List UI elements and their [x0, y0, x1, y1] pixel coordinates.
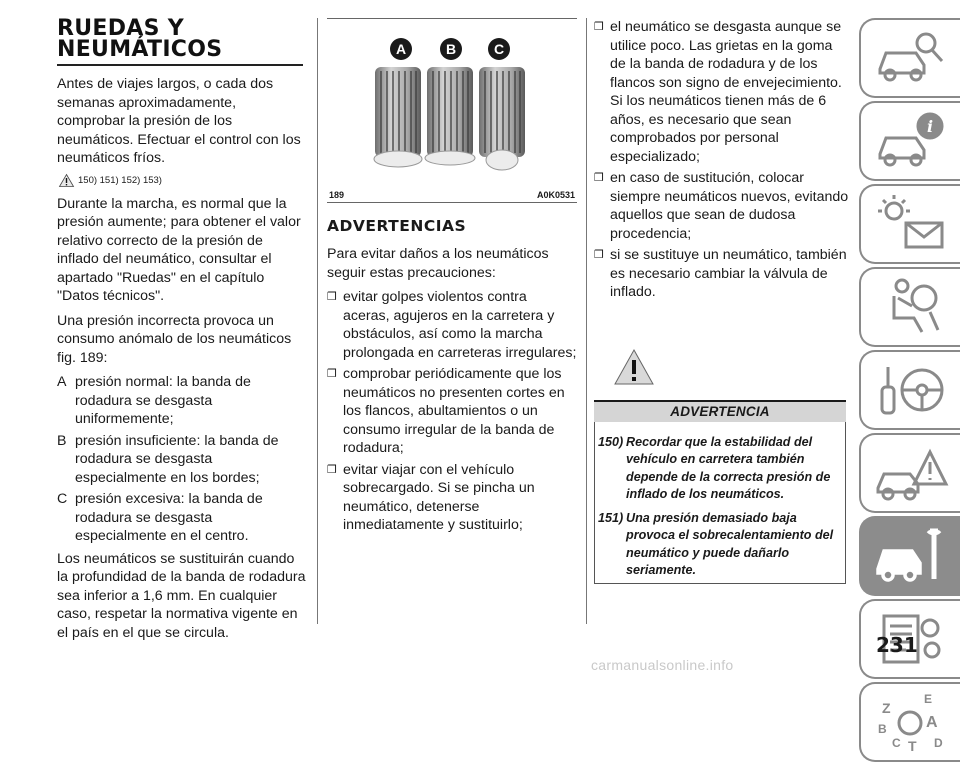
warnings-heading: ADVERTENCIAS — [327, 217, 467, 235]
list-item — [57, 373, 307, 429]
svg-text:D: D — [933, 736, 943, 750]
bullet-icon: ❒ — [327, 367, 337, 380]
warning-title-band — [594, 400, 846, 422]
tab-car-search[interactable] — [859, 18, 960, 98]
list-item — [57, 490, 307, 546]
car-wrench-icon — [872, 523, 950, 589]
list-marker: B — [57, 432, 67, 449]
list-text: presión normal: la banda de rodadura se desgasta uniformemente; — [75, 374, 251, 427]
warning-item-number: 151) — [598, 510, 624, 525]
svg-text:B: B — [445, 41, 457, 57]
pressure-list — [57, 373, 307, 546]
tab-airbag-seat[interactable] — [859, 267, 960, 347]
column-middle — [327, 18, 577, 538]
tire-wear-illustration — [327, 19, 577, 179]
svg-text:E: E — [923, 692, 932, 706]
list-item — [57, 432, 307, 488]
column-left — [57, 18, 307, 648]
warning-item-text: Recordar que la estabilidad del vehículo en carretera también depende de la correcta presión de inflado de los neumáticos. — [626, 434, 831, 501]
incorrect-pressure-paragraph: Una presión incorrecta provoca un consumo anómalo de los neumáticos fig. 189: — [57, 312, 292, 366]
tire-figure — [327, 18, 577, 190]
alphabet-index-icon — [872, 689, 950, 755]
page-number: 231 — [876, 633, 918, 657]
tire-tips-list — [594, 18, 850, 302]
warning-item-text: Una presión demasiado baja provoca el sobrecalentamiento del neumático y puede dañarlo seriamente. — [626, 510, 834, 577]
list-text: el neumático se desgasta aunque se utilice poco. Las grietas en la goma de la banda de rodadura y de los flancos son signo de envejecimiento. Si los neumáticos tienen más de 6 años, es necesario que sean comprobados por personal especializado; — [610, 19, 842, 165]
tire-b — [425, 67, 475, 165]
figure-code: A0K0531 — [536, 190, 575, 200]
figure-label-c — [488, 38, 510, 60]
tire-a — [374, 67, 422, 167]
warning-item — [598, 510, 841, 580]
watermark: carmanualsonline.info — [591, 657, 734, 673]
column-right — [594, 18, 850, 584]
svg-text:A: A — [925, 714, 938, 731]
list-item — [594, 169, 850, 243]
warnings-list — [327, 288, 577, 535]
list-item — [327, 461, 577, 535]
airbag-seat-icon — [872, 274, 950, 340]
bullet-icon: ❒ — [594, 171, 604, 184]
tread-depth-paragraph: Los neumáticos se sustituirán cuando la profundidad de la banda de rodadura sea inferior a 1,6 mm. En cualquier caso, respetar la normativa vigente en el país en el que se circula. — [57, 550, 306, 641]
car-warning-icon — [872, 440, 950, 506]
list-text: evitar golpes violentos contra aceras, agujeros en la carretera y obstáculos, así como la marcha prolongada en carreteras irregulares; — [343, 289, 577, 361]
list-marker: C — [57, 491, 68, 507]
column-divider — [317, 18, 318, 624]
list-item — [327, 365, 577, 458]
list-text: evitar viajar con el vehículo sobrecargado. Si se pincha un neumático, detenerse inmediatamente y sustituirlo; — [343, 461, 535, 533]
svg-text:C: C — [891, 736, 901, 750]
tab-car-info[interactable] — [859, 101, 960, 181]
warning-triangle-icon — [614, 349, 654, 385]
column-divider — [586, 18, 587, 624]
title-underline — [57, 64, 303, 66]
bullet-icon: ❒ — [327, 462, 337, 476]
warning-item — [598, 434, 841, 504]
svg-text:Z: Z — [881, 700, 891, 716]
list-text: si se sustituye un neumático, también es necesario cambiar la válvula de inflado. — [610, 247, 847, 300]
list-item — [327, 288, 577, 362]
list-text: en caso de sustitución, colocar siempre neumáticos nuevos, evitando aquellos que sean de dudosa procedencia; — [610, 170, 849, 242]
figure-label-b — [440, 38, 462, 60]
figure-number: 189 — [329, 190, 345, 200]
warning-box — [594, 422, 846, 584]
bullet-icon: ❒ — [327, 290, 337, 303]
intro-paragraph: Antes de viajes largos, o cada dos semanas aproximadamente, comprobar la presión de los neumáticos. Efectuar el control con los neumáticos fríos. — [57, 76, 301, 166]
warning-item-number: 150) — [598, 434, 624, 449]
warning-title: ADVERTENCIA — [670, 404, 770, 419]
car-search-icon — [872, 25, 950, 91]
warnings-intro: Para evitar daños a los neumáticos seguir estas precauciones: — [327, 246, 549, 281]
warning-refs: 150) 151) 152) 153) — [78, 174, 162, 186]
tire-c — [479, 67, 525, 170]
tab-car-wrench[interactable] — [859, 516, 960, 596]
list-item — [594, 18, 850, 166]
svg-text:T: T — [907, 738, 917, 754]
svg-text:A: A — [395, 41, 407, 57]
bullet-icon: ❒ — [594, 20, 604, 33]
warning-triangle-icon — [59, 174, 74, 187]
svg-text:B: B — [877, 722, 887, 736]
list-text: presión insuficiente: la banda de rodadura se desgasta especialmente en los bordes; — [75, 432, 279, 486]
car-info-icon — [872, 108, 950, 174]
key-steering-icon — [872, 357, 950, 423]
figure-caption-bar — [327, 190, 577, 203]
svg-text:i: i — [926, 117, 933, 136]
tab-dashboard-lights[interactable] — [859, 184, 960, 264]
section-title-line1: RUEDAS Y — [57, 16, 184, 41]
dashboard-lights-icon — [872, 191, 950, 257]
figure-label-a — [390, 38, 412, 60]
bullet-icon: ❒ — [594, 248, 604, 261]
warning-reference-line — [59, 174, 307, 187]
list-item — [594, 246, 850, 302]
section-title-line2: NEUMÁTICOS — [57, 37, 223, 62]
pressure-paragraph: Durante la marcha, es normal que la presión aumente; para obtener el valor relativo correcto de la presión de inflado del neumático, consultar el apartado "Ruedas" en el capítulo "Datos técnicos". — [57, 195, 301, 304]
tab-car-warning[interactable] — [859, 433, 960, 513]
svg-text:C: C — [493, 41, 505, 57]
list-text: comprobar periódicamente que los neumáticos no presenten cortes en los flancos, abultamientos o un consumo irregular de la banda de rodadura; — [343, 366, 565, 456]
tab-key-steering[interactable] — [859, 350, 960, 430]
section-title — [57, 18, 307, 60]
list-text: presión excesiva: la banda de rodadura se desgasta especialmente en el centro. — [75, 491, 263, 544]
tab-alphabet-index[interactable] — [859, 682, 960, 762]
list-marker: A — [57, 374, 67, 390]
